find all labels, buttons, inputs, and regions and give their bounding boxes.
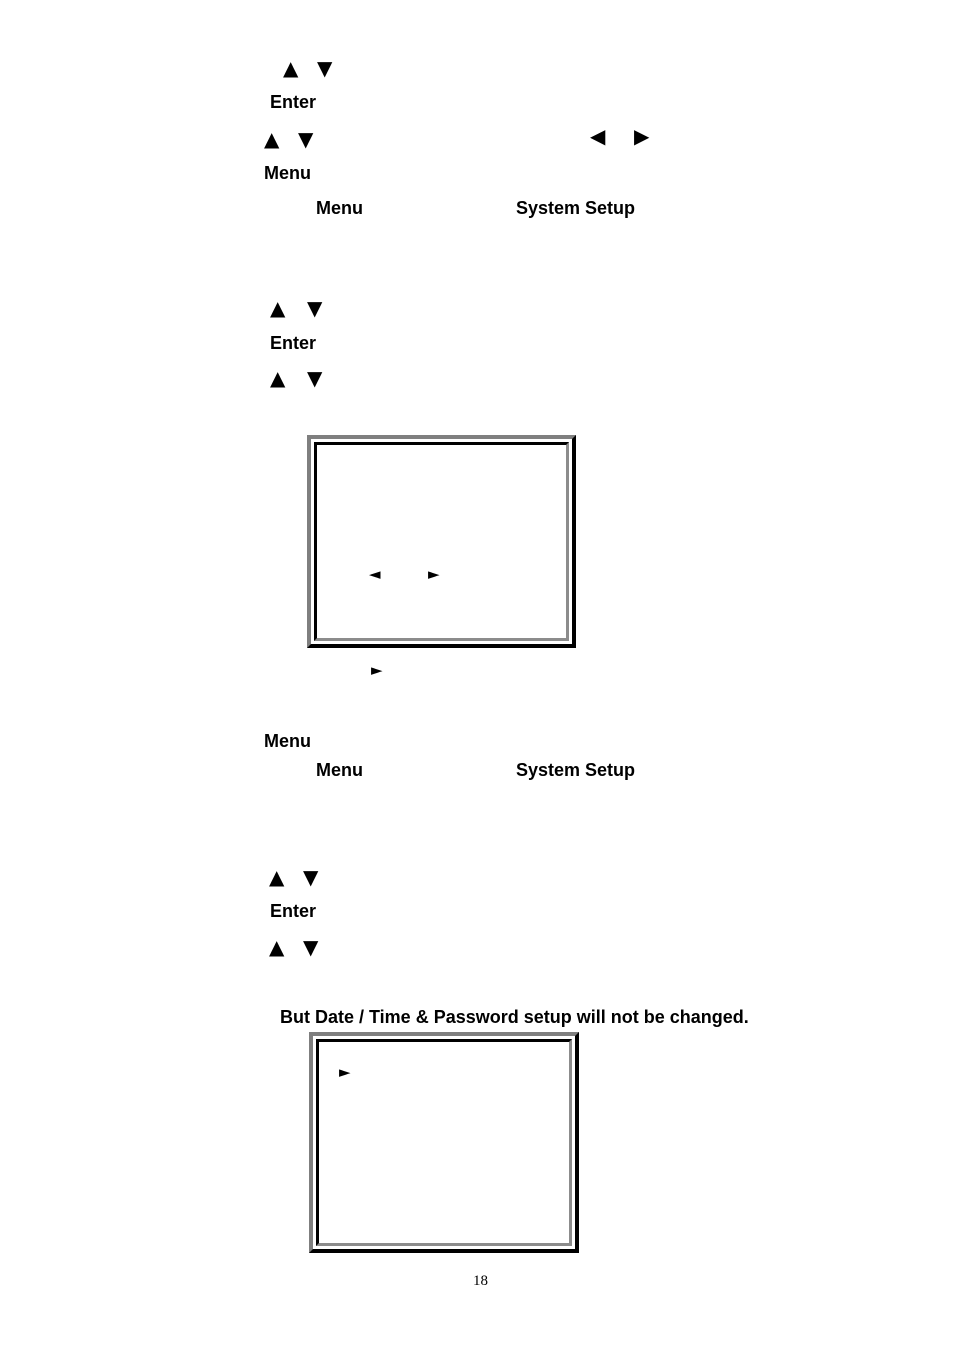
menu-key-label: Menu <box>316 198 363 218</box>
up-arrow-icon: ▲ <box>269 865 285 889</box>
up-arrow-icon: ▲ <box>269 935 285 959</box>
cursor-arrow-icon: ► <box>371 661 383 679</box>
screen-frame <box>309 1032 579 1253</box>
system-setup-label: System Setup <box>516 198 636 218</box>
screen-area <box>316 1039 572 1246</box>
down-arrow-icon: ▼ <box>298 127 314 151</box>
cursor-arrow-icon: ► <box>339 1063 351 1081</box>
up-arrow-icon: ▲ <box>264 127 280 151</box>
left-arrow-icon: ◀ <box>590 124 606 148</box>
menu-key-label: Menu <box>264 731 311 751</box>
up-arrow-icon: ▲ <box>270 366 286 390</box>
screen-area <box>314 442 569 641</box>
down-arrow-icon: ▼ <box>307 366 323 390</box>
system-setup-label: System Setup <box>516 760 636 780</box>
up-arrow-icon: ▲ <box>270 296 286 320</box>
enter-key-label: Enter <box>270 333 317 353</box>
enter-key-label: Enter <box>270 92 317 112</box>
up-arrow-icon: ▲ <box>283 56 299 80</box>
reset-note: But Date / Time & Password setup will not be changed. <box>280 1007 749 1027</box>
down-arrow-icon: ▼ <box>317 56 333 80</box>
down-arrow-icon: ▼ <box>303 865 319 889</box>
enter-key-label: Enter <box>270 901 317 921</box>
screen-frame <box>307 435 576 648</box>
down-arrow-icon: ▼ <box>303 935 319 959</box>
left-arrow-icon: ◄ <box>369 565 381 583</box>
right-arrow-icon: ► <box>428 565 440 583</box>
menu-key-label: Menu <box>316 760 363 780</box>
menu-key-label: Menu <box>264 163 311 183</box>
right-arrow-icon: ▶ <box>634 124 650 148</box>
down-arrow-icon: ▼ <box>307 296 323 320</box>
page-number: 18 <box>473 1273 488 1289</box>
